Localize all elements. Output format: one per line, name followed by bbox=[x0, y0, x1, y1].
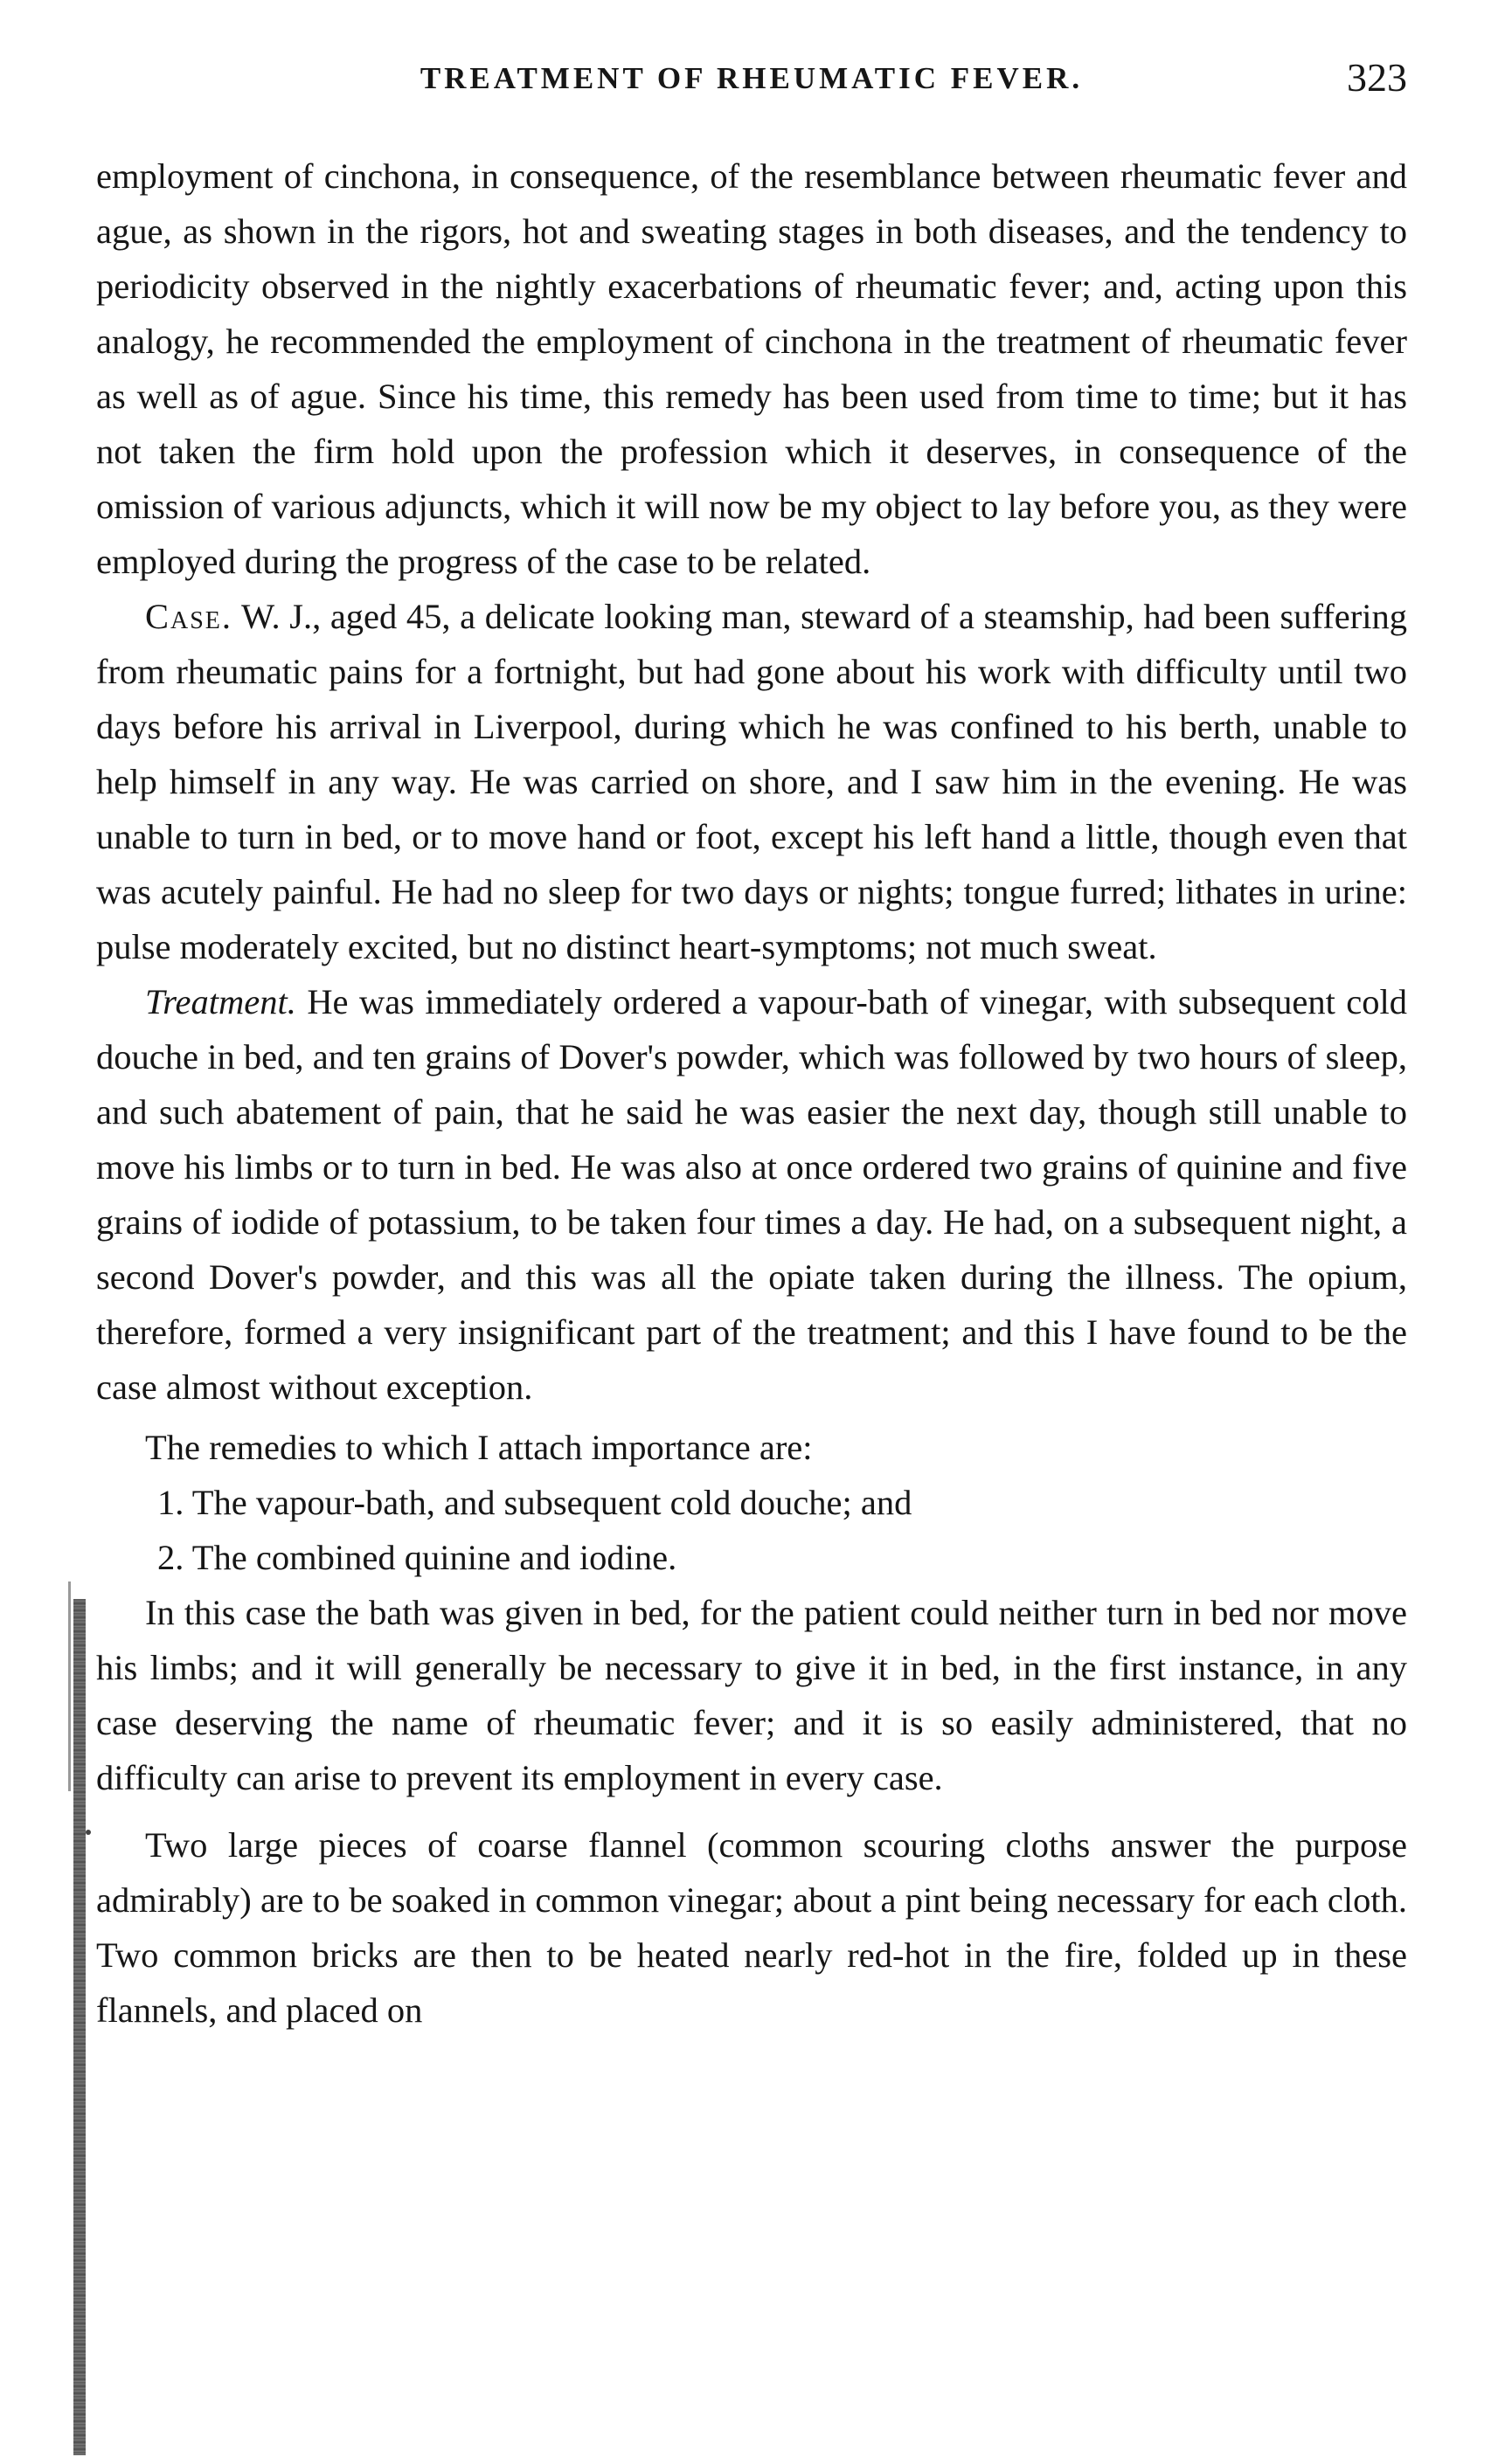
page-number: 323 bbox=[1347, 55, 1407, 100]
margin-dot bbox=[86, 1830, 91, 1835]
margin-scan-artifact bbox=[73, 1599, 86, 2455]
remedies-intro: The remedies to which I attach importance are: bbox=[145, 1428, 813, 1467]
margin-scan-artifact-thin bbox=[68, 1582, 71, 1791]
body-text bbox=[96, 149, 1407, 2038]
running-head bbox=[96, 54, 1407, 107]
treatment-text: He was immediately ordered a vapour-bath of vinegar, with subsequent cold douche in bed, and ten grains of Dover's powder, which was followed by two hours of sleep, and such abatement of pain, that he said he was easier the next day, though still unable to move his limbs or to turn in bed. He was also at once ordered two grains of quinine and five grains of iodide of potassium, to be taken four times a day. He had, on a subsequent night, a second Dover's powder, and this was all the opiate taken during the illness. The opium, therefore, formed a very insignificant part of the treatment; and this I have found to be the case almost without exception. bbox=[96, 982, 1407, 1407]
treatment-heading: Treatment. bbox=[145, 982, 296, 1021]
paragraph-flannel: Two large pieces of coarse flannel (common scouring cloths answer the purpose admirably) are to be soaked in common vinegar; about a pint being necessary for each cloth. Two common bricks are then to be heated nearly red-hot in the fire, folded up in these flannels, and placed on bbox=[96, 1825, 1407, 2030]
paragraph-treatment bbox=[96, 974, 1407, 1415]
paragraph-cinchona: employment of cinchona, in consequence, of the resemblance between rheumatic fever and ague, as shown in the rigors, hot and sweating stages in both diseases, and the tendency to periodicity observed in the nightly exacerbations of rheumatic fever; and, acting upon this analogy, he recommended the employment of cinchona in the treatment of rheumatic fever as well as of ague. Since his time, this remedy has been used from time to time; but it has not taken the firm hold upon the profession which it deserves, in consequence of the omission of various adjuncts, which it will now be my object to lay before you, as they were employed during the progress of the case to be related. bbox=[96, 156, 1407, 581]
case-text: W. J., aged 45, a delicate looking man, steward of a steamship, had been suffering from rheumatic pains for a fortnight, but had gone about his work with difficulty until two days before his arrival in Liverpool, during which he was confined to his berth, unable to help himself in any way. He was carried on shore, and I saw him in the evening. He was unable to turn in bed, or to move hand or foot, except his left hand a little, though even that was acutely painful. He had no sleep for two days or nights; tongue furred; lithates in urine: pulse moderately excited, but no distinct heart-symptoms; not much sweat. bbox=[96, 597, 1407, 966]
remedy-item-1: 1. The vapour-bath, and subsequent cold douche; and bbox=[157, 1483, 912, 1522]
paragraph-bath: In this case the bath was given in bed, for the patient could neither turn in bed nor move his limbs; and it will generally be necessary to give it in bed, in the first instance, in any case deserving the name of rheumatic fever; and it is so easily administered, that no difficulty can arise to prevent its employment in every case. bbox=[96, 1593, 1407, 1797]
case-heading: Case. bbox=[145, 597, 233, 636]
paragraph-case bbox=[96, 589, 1407, 974]
remedy-item-2: 2. The combined quinine and iodine. bbox=[157, 1538, 677, 1577]
running-title: TREATMENT OF RHEUMATIC FEVER. bbox=[420, 61, 1084, 95]
